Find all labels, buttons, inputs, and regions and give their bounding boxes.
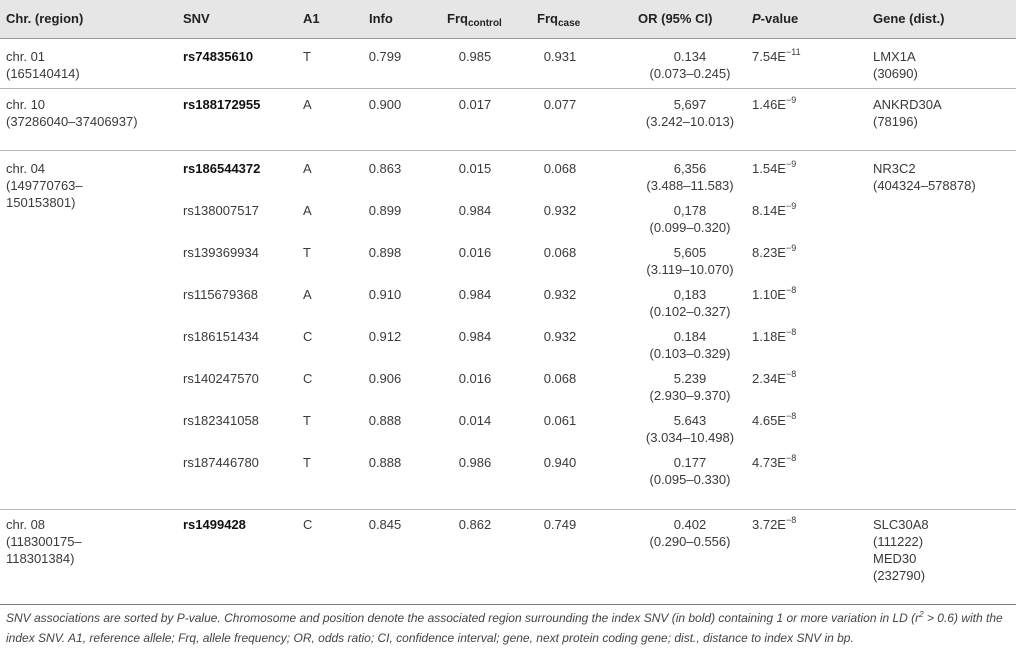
or-ci: (0.290–0.556) [649, 534, 731, 549]
frq-case: 0.068 [543, 245, 577, 260]
or-value: 0.134 [673, 49, 707, 64]
or-ci: (0.102–0.327) [649, 304, 731, 319]
header-frq-case [537, 11, 580, 32]
info-score: 0.912 [368, 329, 402, 344]
a1-allele: T [303, 245, 311, 260]
gene-line: SLC30A8 [873, 517, 929, 532]
p-exponent: −8 [785, 327, 797, 337]
p-exponent: −8 [785, 411, 797, 421]
a1-allele: C [303, 517, 313, 532]
chromosome-label: chr. 04 [6, 161, 46, 176]
frq-case: 0.931 [543, 49, 577, 64]
p-mantissa: 3.72E [752, 517, 786, 532]
or-value: 5,605 [673, 245, 707, 260]
or-ci: (3.242–10.013) [645, 114, 735, 129]
odds-ratio [620, 48, 760, 82]
footnote-part1: SNV associations are sorted by P-value. Chromosome and position denote the associated region surrounding the index SNV (in bold) containing 1 or more variation in LD (r [6, 611, 920, 625]
p-mantissa: 4.65E [752, 413, 786, 428]
p-value [752, 286, 796, 303]
p-value [752, 516, 796, 533]
region-position: (118300175– [6, 534, 82, 549]
region-cell [6, 96, 138, 130]
or-value: 0.177 [673, 455, 707, 470]
a1-allele: T [303, 49, 311, 64]
frq-case: 0.068 [543, 161, 577, 176]
info-score: 0.845 [368, 517, 402, 532]
snv-id: rs187446780 [183, 455, 259, 470]
frq-case: 0.749 [543, 517, 577, 532]
odds-ratio [620, 160, 760, 194]
frq-control: 0.984 [458, 203, 492, 218]
snv-id: rs140247570 [183, 371, 259, 386]
odds-ratio [620, 202, 760, 236]
p-value [752, 160, 796, 177]
p-mantissa: 8.14E [752, 203, 786, 218]
p-exponent: −9 [785, 95, 797, 105]
a1-allele: A [303, 203, 312, 218]
info-score: 0.906 [368, 371, 402, 386]
p-exponent: −9 [785, 201, 797, 211]
region-position: 118301384) [6, 551, 75, 566]
gene-line: MED30 [873, 551, 917, 566]
snv-id: rs186544372 [183, 161, 261, 176]
frq-control: 0.984 [458, 329, 492, 344]
header-region: Chr. (region) [6, 11, 84, 26]
p-exponent: −8 [785, 453, 797, 463]
or-value: 0,183 [673, 287, 707, 302]
p-exponent: −9 [785, 243, 797, 253]
header-frq-control-base: Frq [447, 11, 468, 26]
snv-id: rs74835610 [183, 49, 254, 64]
odds-ratio [620, 454, 760, 488]
chromosome-label: chr. 10 [6, 97, 46, 112]
region-position: (149770763– [6, 178, 83, 193]
p-exponent: −9 [785, 159, 797, 169]
or-value: 0.184 [673, 329, 707, 344]
or-ci: (0.103–0.329) [649, 346, 731, 361]
gene-line: (111222) [873, 534, 924, 549]
chromosome-label: chr. 08 [6, 517, 46, 532]
header-frq-control [447, 11, 502, 32]
a1-allele: A [303, 287, 312, 302]
header-frq-case-base: Frq [537, 11, 558, 26]
p-mantissa: 4.73E [752, 455, 786, 470]
p-mantissa: 7.54E [752, 49, 786, 64]
info-score: 0.799 [368, 49, 402, 64]
p-value [752, 48, 801, 65]
p-value [752, 454, 796, 471]
odds-ratio [620, 328, 760, 362]
frq-case: 0.077 [543, 97, 577, 112]
a1-allele: T [303, 455, 311, 470]
snv-id: rs139369934 [183, 245, 259, 260]
or-value: 0.402 [673, 517, 707, 532]
frq-control: 0.862 [458, 517, 492, 532]
frq-control: 0.986 [458, 455, 492, 470]
gene-cell [873, 516, 929, 584]
snv-id: rs115679368 [183, 287, 258, 302]
info-score: 0.888 [368, 455, 402, 470]
odds-ratio [620, 96, 760, 130]
header-info: Info [369, 11, 393, 26]
frq-case: 0.932 [543, 287, 577, 302]
a1-allele: A [303, 97, 312, 112]
frq-case: 0.940 [543, 455, 577, 470]
a1-allele: T [303, 413, 311, 428]
table-header [0, 0, 1016, 39]
p-value [752, 202, 796, 219]
or-ci: (3.488–11.583) [646, 178, 734, 193]
p-exponent: −11 [785, 47, 801, 57]
p-exponent: −8 [785, 285, 797, 295]
or-ci: (3.119–10.070) [646, 262, 734, 277]
or-value: 5.239 [673, 371, 707, 386]
or-ci: (3.034–10.498) [645, 430, 735, 445]
or-value: 6,356 [673, 161, 707, 176]
odds-ratio [620, 516, 760, 550]
table-footnote [6, 608, 1010, 648]
odds-ratio [620, 370, 760, 404]
frq-control: 0.016 [458, 245, 492, 260]
region-position: (37286040–37406937) [6, 114, 138, 129]
info-score: 0.900 [368, 97, 402, 112]
p-mantissa: 1.54E [752, 161, 786, 176]
gene-line: ANKRD30A [873, 97, 942, 112]
p-value [752, 412, 796, 429]
footnote-sup: 2 [919, 610, 924, 619]
header-gene: Gene (dist.) [873, 11, 945, 26]
snv-id: rs188172955 [183, 97, 261, 112]
frq-control: 0.015 [458, 161, 492, 176]
snv-id: rs1499428 [183, 517, 246, 532]
p-mantissa: 1.10E [752, 287, 786, 302]
snv-id: rs186151434 [183, 329, 259, 344]
footnote-part2: > 0.6) with the index SNV. A1, reference allele; Frq, allele frequency; OR, odds ratio; CI, confidence interval; gene, next protein coding gene; dist., distance to index SNV in bp. [6, 611, 1003, 645]
header-pvalue-rest: -value [760, 11, 799, 26]
region-cell [6, 516, 82, 567]
or-value: 5,697 [673, 97, 707, 112]
p-mantissa: 8.23E [752, 245, 786, 260]
or-ci: (2.930–9.370) [649, 388, 731, 403]
info-score: 0.899 [368, 203, 402, 218]
region-cell [6, 48, 80, 82]
p-mantissa: 1.46E [752, 97, 786, 112]
snv-id: rs138007517 [183, 203, 259, 218]
table-bottom-rule [0, 604, 1016, 605]
gene-cell [873, 48, 918, 82]
region-position: (165140414) [6, 66, 80, 81]
a1-allele: C [303, 329, 313, 344]
group-divider [0, 509, 1016, 510]
info-score: 0.910 [368, 287, 402, 302]
gene-line: LMX1A [873, 49, 916, 64]
p-value [752, 328, 796, 345]
gene-line: (404324–578878) [873, 178, 976, 193]
header-a1: A1 [303, 11, 320, 26]
frq-control: 0.984 [458, 287, 492, 302]
header-frq-control-sub: control [467, 18, 502, 29]
frq-case: 0.068 [543, 371, 577, 386]
p-value [752, 244, 796, 261]
a1-allele: A [303, 161, 312, 176]
header-pvalue [752, 11, 798, 27]
region-cell [6, 160, 83, 211]
gene-line: (30690) [873, 66, 918, 81]
odds-ratio [620, 286, 760, 320]
frq-case: 0.932 [543, 203, 577, 218]
or-ci: (0.095–0.330) [649, 472, 731, 487]
chromosome-label: chr. 01 [6, 49, 46, 64]
header-frq-case-sub: case [557, 18, 581, 29]
snv-id: rs182341058 [183, 413, 259, 428]
frq-control: 0.985 [458, 49, 492, 64]
region-position: 150153801) [6, 195, 76, 210]
odds-ratio [620, 244, 760, 278]
gene-line: (232790) [873, 568, 926, 583]
gene-cell [873, 96, 942, 130]
p-value [752, 370, 796, 387]
info-score: 0.863 [368, 161, 402, 176]
info-score: 0.898 [368, 245, 402, 260]
header-snv: SNV [183, 11, 210, 26]
header-pvalue-p: P [752, 11, 761, 26]
odds-ratio [620, 412, 760, 446]
frq-case: 0.932 [543, 329, 577, 344]
a1-allele: C [303, 371, 313, 386]
frq-control: 0.014 [458, 413, 492, 428]
p-mantissa: 1.18E [752, 329, 786, 344]
p-mantissa: 2.34E [752, 371, 786, 386]
or-value: 5.643 [673, 413, 707, 428]
group-divider [0, 88, 1016, 89]
gene-line: (78196) [873, 114, 918, 129]
frq-control: 0.016 [458, 371, 492, 386]
or-value: 0,178 [673, 203, 707, 218]
p-value [752, 96, 796, 113]
gene-line: NR3C2 [873, 161, 916, 176]
info-score: 0.888 [368, 413, 402, 428]
group-divider [0, 150, 1016, 151]
header-or: OR (95% CI) [638, 11, 713, 26]
frq-control: 0.017 [458, 97, 492, 112]
p-exponent: −8 [785, 515, 797, 525]
or-ci: (0.099–0.320) [649, 220, 731, 235]
or-ci: (0.073–0.245) [649, 66, 731, 81]
frq-case: 0.061 [543, 413, 577, 428]
gene-cell [873, 160, 976, 194]
p-exponent: −8 [785, 369, 797, 379]
